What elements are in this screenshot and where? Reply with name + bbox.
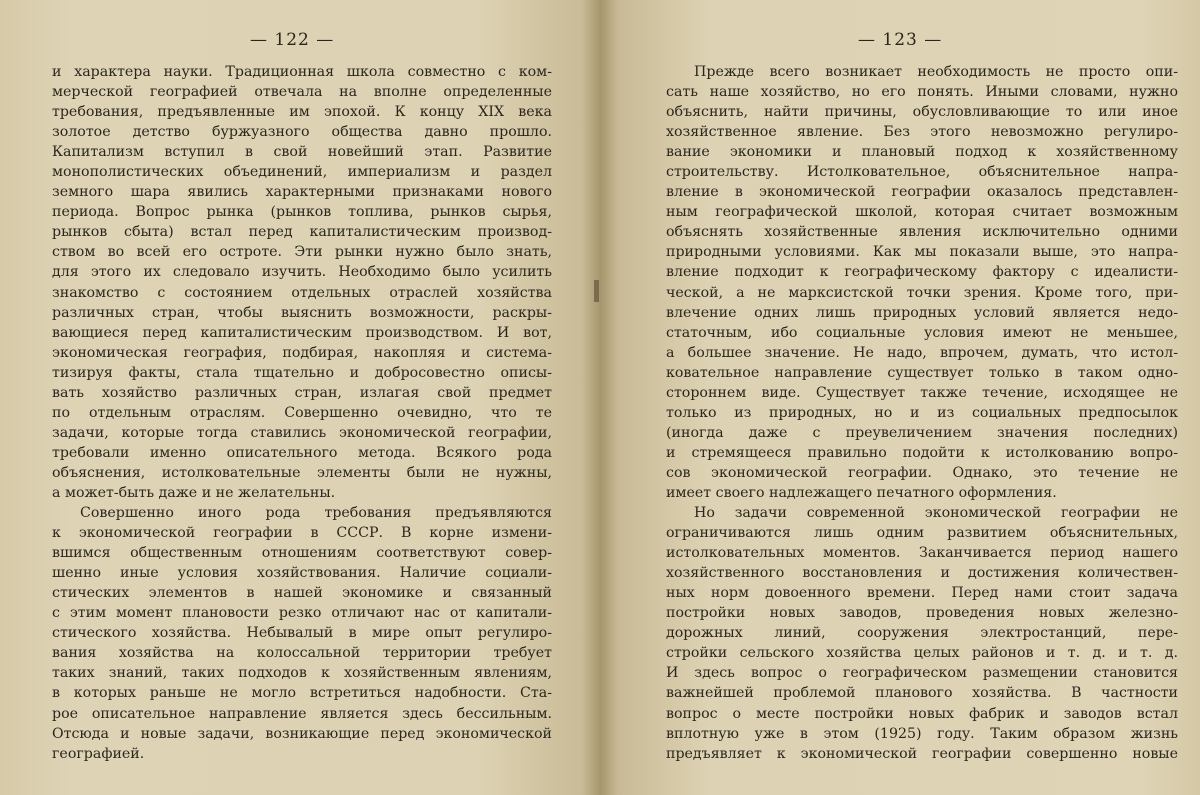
text-line: вшимся общественным отношениям соответствуют совер- bbox=[52, 545, 552, 562]
text-line: объяснения, истолковательные элементы были не нужны, bbox=[52, 464, 552, 481]
text-line: ством во всей его остроте. Эти рынки нужно было знать, bbox=[52, 244, 552, 261]
text-line: таких знаний, таких подходов к хозяйственным явлениям, bbox=[52, 665, 552, 682]
text-line: Но задачи современной экономической географии не bbox=[694, 505, 1178, 522]
text-line: И здесь вопрос о географическом размещении становится bbox=[666, 665, 1178, 682]
text-line: влечение одних лишь природных условий является недо- bbox=[666, 304, 1178, 321]
text-line: ных норм довоенного времени. Перед нами стоит задача bbox=[666, 585, 1178, 602]
text-line: требования, предъявленные им эпохой. К концу XIX века bbox=[52, 104, 552, 121]
text-line: и характера науки. Традиционная школа совместно с ком- bbox=[52, 64, 552, 80]
text-line: в которых раньше не могло встретиться надобности. Ста- bbox=[52, 685, 552, 702]
text-line: вплотную уже в этом (1925) году. Таким образом жизнь bbox=[666, 725, 1178, 742]
text-line: сать наше хозяйство, но его понять. Иными словами, нужно bbox=[666, 84, 1178, 101]
text-line: золотое детство буржуазного общества давно прошло. bbox=[52, 124, 552, 141]
text-line: стического хозяйства. Небывалый в мире опыт регулиро- bbox=[52, 625, 552, 642]
text-line: природными условиями. Как мы показали выше, это напра- bbox=[666, 244, 1178, 261]
text-line: ковательное направление существует только в таком одно- bbox=[666, 364, 1178, 381]
text-line: мерческой географией отвечала на вполне определенные bbox=[52, 84, 552, 101]
text-line: Капитализм вступил в свой новейший этап. Развитие bbox=[52, 144, 552, 161]
text-line: монополистических объединений, империализм и раздел bbox=[52, 164, 552, 181]
text-line: с этим момент плановости резко отличают нас от капитали- bbox=[52, 605, 552, 622]
text-line: сов экономической географии. Однако, это течение не bbox=[666, 464, 1178, 481]
right-page bbox=[600, 0, 1200, 795]
text-line: к экономической географии в СССР. В корне измени- bbox=[52, 525, 552, 542]
text-line: хозяйственного восстановления и достижения количествен- bbox=[666, 565, 1178, 582]
text-line: различных стран, чтобы выяснить возможности, раскры- bbox=[52, 304, 552, 321]
text-line: вопрос о месте постройки новых фабрик и заводов встал bbox=[666, 705, 1178, 722]
text-line: знакомство с состоянием отдельных отраслей хозяйства bbox=[52, 284, 552, 301]
text-line: стройки сельского хозяйства целых районов и т. д. и т. д. bbox=[666, 645, 1178, 662]
text-line: только из природных, но и из социальных предпосылок bbox=[666, 404, 1178, 421]
text-line: рое описательное направление является здесь бессильным. bbox=[52, 705, 552, 722]
text-line: вление в экономической географии оказалось представлен- bbox=[666, 184, 1178, 201]
text-line: вать хозяйство различных стран, излагая свой предмет bbox=[52, 384, 552, 401]
text-line: вания хозяйства на колоссальной территории требует bbox=[52, 645, 552, 662]
text-line: вание экономики и плановый подход к хозяйственному bbox=[666, 144, 1178, 161]
text-line: тизируя факты, стала тщательно и добросовестно описы- bbox=[52, 364, 552, 381]
text-line: статочным, ибо социальные условия имеют не меньшее, bbox=[666, 324, 1178, 341]
left-page-text bbox=[52, 62, 552, 764]
text-line: стических элементов в нашей экономике и связанный bbox=[52, 585, 552, 602]
text-line: предъявляет к экономической географии совершенно новые bbox=[666, 745, 1178, 762]
text-line: объяснить, найти причины, обусловливающие то или иное bbox=[666, 104, 1178, 121]
text-line: строительству. Истолковательное, объяснительное напра- bbox=[666, 164, 1178, 181]
text-line: задачи, которые тогда ставились экономической географии, bbox=[52, 424, 552, 441]
text-line: имеет своего надлежащего печатного оформления. bbox=[666, 484, 1057, 501]
text-line: Отсюда и новые задачи, возникающие перед экономической bbox=[52, 725, 552, 742]
text-line: постройки новых заводов, проведения новых железно- bbox=[666, 605, 1178, 622]
binding-mark bbox=[594, 280, 599, 302]
text-line: вление подходит к географическому фактору с идеалисти- bbox=[666, 264, 1178, 281]
text-line: ческой, а не марксистской точки зрения. Кроме того, при- bbox=[666, 284, 1178, 301]
text-line: ограничиваются лишь одним развитием объяснительных, bbox=[666, 525, 1178, 542]
text-line: важнейшей проблемой планового хозяйства. В частности bbox=[666, 685, 1178, 702]
page-number-right: — 123 — bbox=[858, 30, 943, 50]
text-line: хозяйственное явление. Без этого невозможно регулиро- bbox=[666, 124, 1178, 141]
text-line: а может-быть даже и не желательны. bbox=[52, 484, 336, 501]
text-line: Совершенно иного рода требования предъявляются bbox=[80, 505, 552, 522]
page-number-left: — 122 — bbox=[250, 30, 335, 50]
text-line: (иногда даже с преувеличением значения последних) bbox=[666, 424, 1178, 441]
text-line: истолковательных моментов. Заканчивается период нашего bbox=[666, 545, 1178, 562]
text-line: стороннем виде. Существует также течение, исходящее не bbox=[666, 384, 1178, 401]
text-line: а большее значение. Не надо, впрочем, думать, что истол- bbox=[666, 344, 1178, 361]
text-line: и стремящееся правильно подойти к истолкованию вопро- bbox=[666, 444, 1178, 461]
text-line: дорожных линий, сооружения электростанций, пере- bbox=[666, 625, 1178, 642]
text-line: вающиеся перед капиталистическим производством. И вот, bbox=[52, 324, 552, 341]
text-line: для этого их следовало изучить. Необходимо было усилить bbox=[52, 264, 552, 281]
right-page-text bbox=[666, 62, 1178, 764]
text-line: Прежде всего возникает необходимость не просто опи- bbox=[694, 64, 1178, 80]
text-line: объяснять хозяйственные явления исключительно одними bbox=[666, 224, 1178, 241]
text-line: требовали именно описательного метода. Всякого рода bbox=[52, 444, 552, 461]
text-line: ным географической школой, которая считает возможным bbox=[666, 204, 1178, 221]
text-line: экономическая география, подбирая, накопляя и система- bbox=[52, 344, 552, 361]
text-line: шенно иные условия хозяйствования. Наличие социали- bbox=[52, 565, 552, 582]
text-line: земного шара явились характерными признаками нового bbox=[52, 184, 552, 201]
text-line: по отдельным отраслям. Совершенно очевидно, что те bbox=[52, 404, 552, 421]
text-line: рынков сбыта) встал перед капиталистическим производ- bbox=[52, 224, 552, 241]
text-line: географией. bbox=[52, 745, 145, 762]
text-line: периода. Вопрос рынка (рынков топлива, рынков сырья, bbox=[52, 204, 552, 221]
